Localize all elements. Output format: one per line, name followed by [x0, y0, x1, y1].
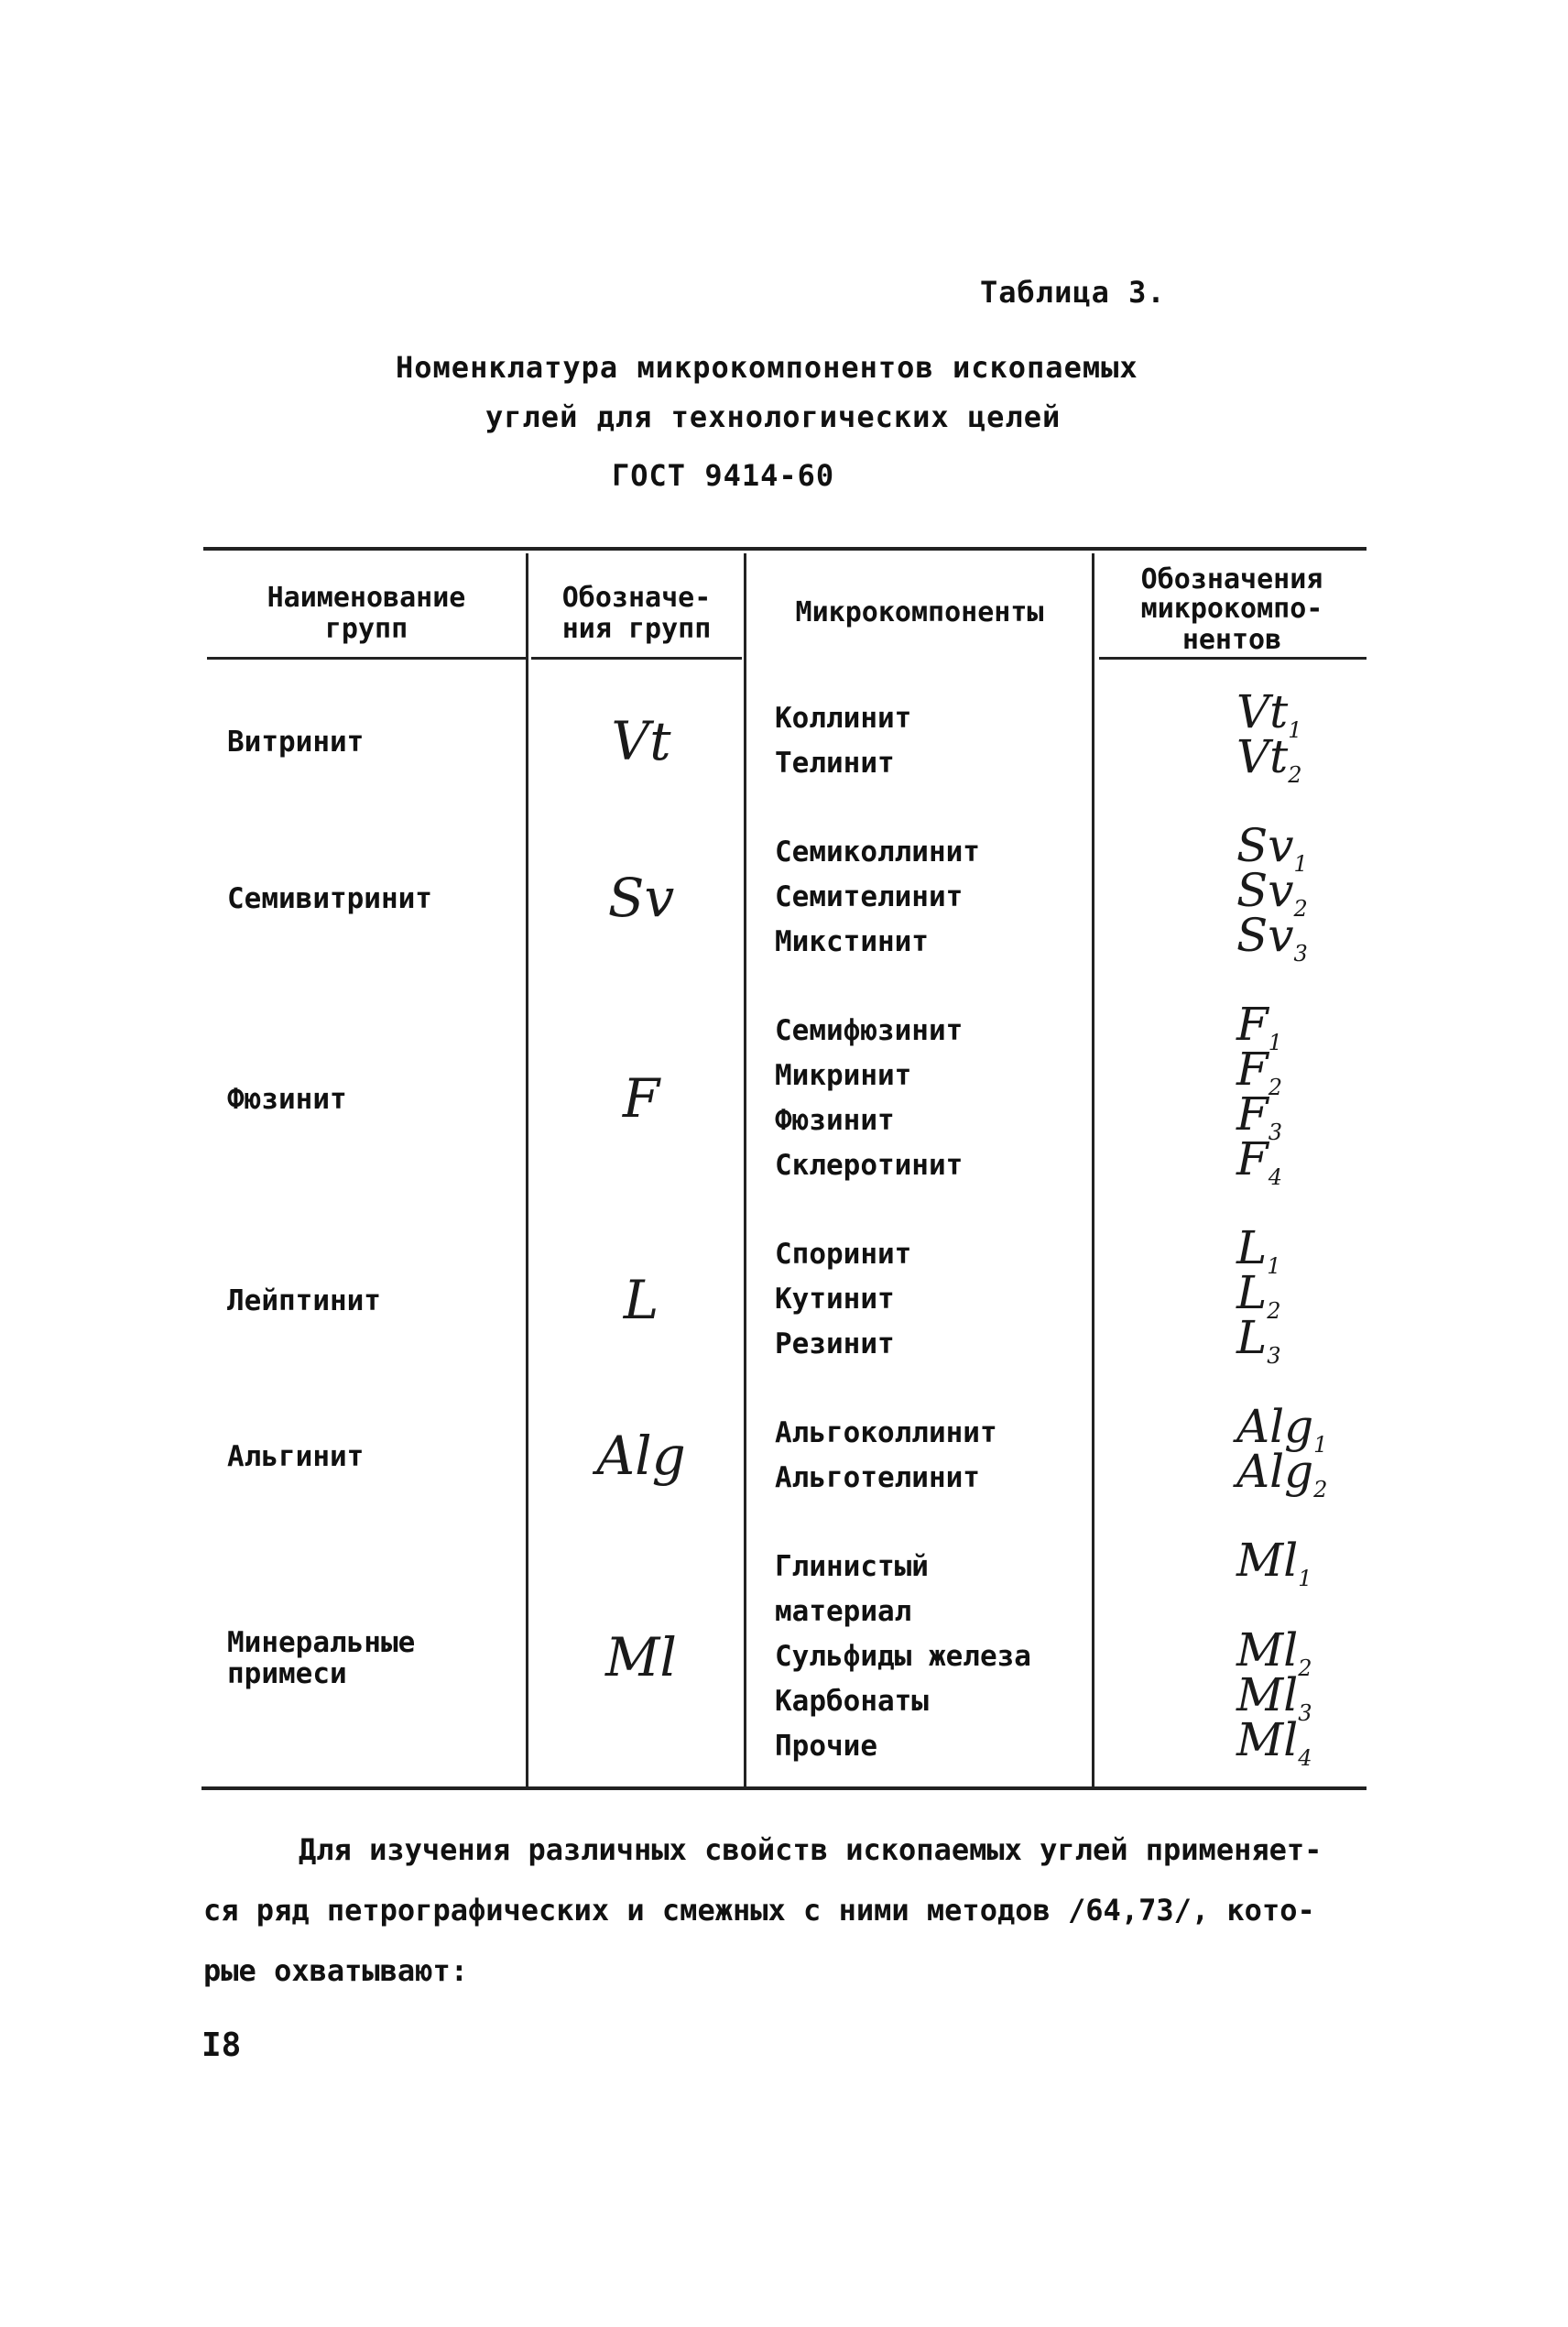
table-label: Таблица 3. — [980, 275, 1166, 310]
group-name: Витринит — [227, 726, 365, 759]
microcomponent-name: Споринит — [775, 1238, 912, 1271]
group-name: Минеральные — [227, 1625, 416, 1659]
microcomponent-name: Прочие — [775, 1730, 877, 1763]
header-microcomponents: Микрокомпоненты — [795, 596, 1044, 628]
microcomponent-name: Карбонаты — [775, 1685, 929, 1718]
microcomponent-symbol: $L_2$ — [1236, 1266, 1281, 1324]
table-bottom-rule — [201, 1786, 1367, 1790]
column-divider-3 — [1092, 553, 1094, 1786]
group-symbol: Sv — [607, 866, 675, 929]
microcomponent-symbol: $Ml_3$ — [1236, 1668, 1312, 1726]
microcomponent-name: Резинит — [775, 1327, 895, 1360]
group-name: Фюзинит — [227, 1083, 347, 1116]
header-component-symbol-line-2: микрокомпо- — [1140, 593, 1323, 625]
group-name: Альгинит — [227, 1440, 365, 1473]
group-name: Семивитринит — [227, 881, 432, 915]
microcomponent-symbol: $F_4$ — [1236, 1132, 1282, 1190]
microcomponent-symbol: Alg$_2$ — [1236, 1445, 1328, 1502]
microcomponent-name: Семифюзинит — [775, 1014, 964, 1047]
header-group-name-line-2: групп — [324, 613, 408, 645]
microcomponent-symbol: $F_2$ — [1236, 1043, 1282, 1100]
group-symbol: Alg — [596, 1425, 686, 1487]
paragraph-line-1: Для изучения различных свойств ископаемых углей применяет- — [299, 1832, 1323, 1867]
microcomponent-name: Альгоколлинит — [775, 1416, 997, 1449]
microcomponent-name: Микстинит — [775, 925, 929, 958]
microcomponent-name: Сульфиды железа — [775, 1640, 1031, 1673]
group-symbol: Ml — [605, 1625, 677, 1688]
group-name: примеси — [227, 1656, 347, 1690]
microcomponent-name: Альготелинит — [775, 1461, 980, 1494]
microcomponent-symbol: $Ml_4$ — [1236, 1713, 1312, 1771]
microcomponent-symbol: $F_1$ — [1236, 998, 1282, 1055]
header-component-symbol-line-1: Обозначения — [1140, 563, 1323, 595]
microcomponent-name: Телинит — [775, 747, 895, 780]
microcomponent-name: Фюзинит — [775, 1104, 895, 1137]
microcomponent-symbol: $F_3$ — [1236, 1087, 1282, 1145]
microcomponent-name: материал — [775, 1595, 912, 1628]
group-symbol: F — [622, 1067, 660, 1130]
table-title-line-2: углей для технологических целей — [485, 399, 1062, 434]
microcomponent-name: Кутинит — [775, 1283, 895, 1316]
microcomponent-symbol: $L_1$ — [1236, 1221, 1281, 1279]
header-component-symbol-line-3: нентов — [1181, 624, 1282, 656]
paragraph-line-3: рые охватывают: — [203, 1953, 468, 1988]
microcomponent-name: Семиколлинит — [775, 836, 980, 869]
microcomponent-symbol: $Vt_2$ — [1236, 730, 1302, 788]
column-divider-2 — [744, 553, 746, 1786]
microcomponent-symbol: Alg$_1$ — [1236, 1400, 1328, 1458]
header-group-name-line-1: Наименование — [267, 582, 466, 614]
table-title-line-1: Номенклатура микрокомпонентов ископаемых — [396, 350, 1138, 385]
header-rule-col1 — [207, 657, 526, 660]
table-top-rule — [203, 547, 1367, 551]
page-number: I8 — [201, 2027, 242, 2064]
microcomponent-symbol: $Ml_2$ — [1236, 1623, 1312, 1681]
microcomponent-symbol: $Sv_1$ — [1236, 819, 1308, 877]
group-symbol: Vt — [611, 710, 671, 772]
microcomponent-name: Склеротинит — [775, 1149, 964, 1182]
header-group-symbol-line-2: ния групп — [561, 613, 712, 645]
microcomponent-name: Глинистый — [775, 1550, 929, 1583]
microcomponent-name: Семителинит — [775, 880, 964, 913]
microcomponent-name: Коллинит — [775, 702, 912, 735]
microcomponent-symbol: $Vt_1$ — [1236, 685, 1302, 743]
microcomponent-symbol: $L_3$ — [1236, 1311, 1281, 1369]
gost-standard: ГОСТ 9414-60 — [612, 458, 835, 493]
microcomponent-symbol: $Sv_2$ — [1236, 864, 1308, 922]
microcomponent-symbol: $Sv_3$ — [1236, 909, 1308, 967]
paragraph-line-2: ся ряд петрографических и смежных с ними методов /64,73/, кото- — [203, 1893, 1315, 1928]
header-rule-col3-4 — [1099, 657, 1367, 660]
header-group-symbol-line-1: Обозначе- — [561, 582, 712, 614]
microcomponent-symbol: $Ml_1$ — [1236, 1534, 1312, 1591]
group-symbol: L — [623, 1268, 659, 1331]
group-name: Лейптинит — [227, 1284, 381, 1317]
column-divider-1 — [526, 553, 528, 1786]
header-rule-col2 — [531, 657, 742, 660]
microcomponent-name: Микринит — [775, 1059, 912, 1092]
